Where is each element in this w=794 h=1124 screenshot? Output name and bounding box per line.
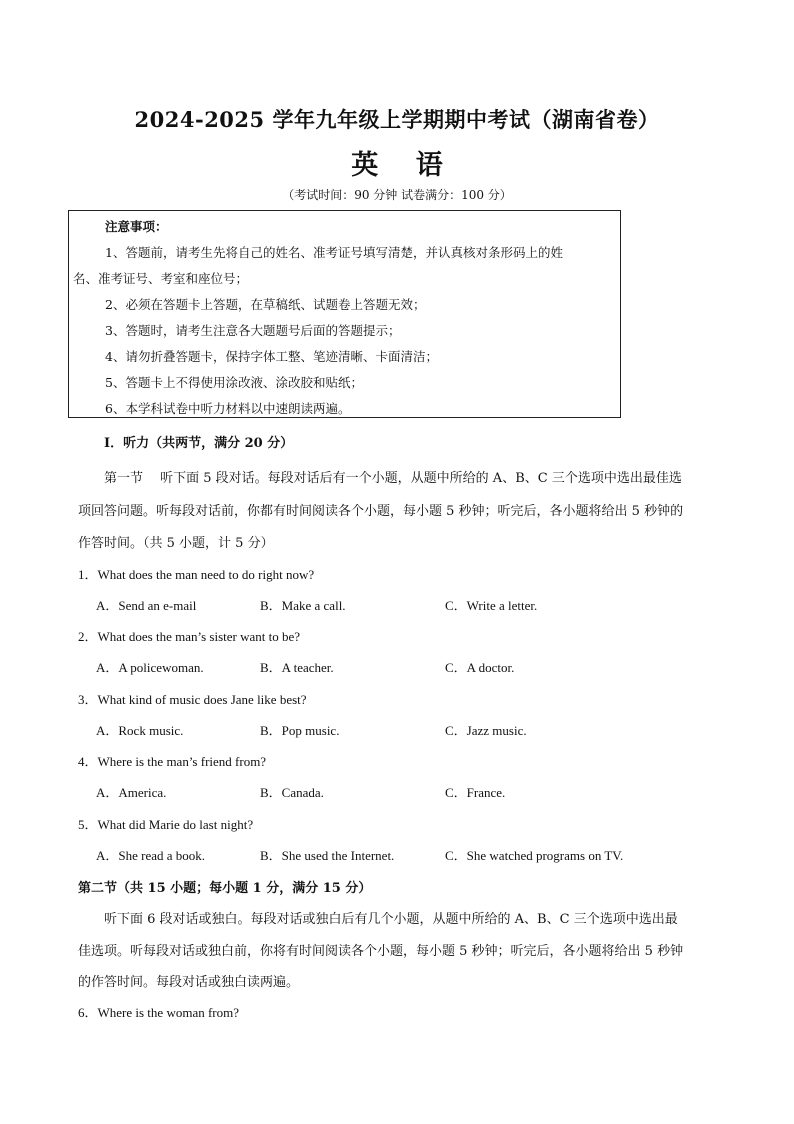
part2-instructions: 佳选项。听每段对话或独白前，你将有时间阅读各个小题，每小题 5 秒钟；听完后，各小题将给出 5 秒钟 [78,944,684,959]
option-c: C．Write a letter. [445,598,538,613]
subject-title: 英 语 [351,150,457,181]
option-c: C．Jazz music. [445,723,527,738]
option-a: A．Rock music. [96,723,184,738]
exam-info: （考试时间：90 分钟 试卷满分：100 分） [282,188,512,202]
notice-item: 3、答题时，请考生注意各大题题号后面的答题提示； [105,323,401,338]
option-a: A．She read a book. [96,848,206,863]
notice-item: 6、本学科试卷中听力材料以中速朗读两遍。 [105,401,351,416]
option-c: C．France. [445,785,506,800]
option-b: B．Canada. [260,785,324,800]
option-a: A．A policewoman. [96,660,204,675]
part2-instructions: 听下面 6 段对话或独白。每段对话或独白后有几个小题，从题中所给的 A、B、C 三个选项中选出最 [104,912,678,927]
option-b: B．She used the Internet. [260,848,395,863]
option-b: B．Pop music. [260,723,340,738]
notice-item: 名、准考证号、考室和座位号； [73,271,249,286]
notice-item: 5、答题卡上不得使用涂改液、涂改胶和贴纸； [105,375,363,390]
question-4: 4．Where is the man’s friend from? [78,754,267,769]
part2-heading: 第二节（共 15 小题；每小题 1 分，满分 15 分） [78,881,372,896]
option-b: B．A teacher. [260,660,334,675]
option-a: A．America. [96,785,167,800]
question-6: 6．Where is the woman from? [78,1005,240,1020]
exam-title: 2024-2025 学年九年级上学期期中考试（湖南省卷） [134,107,660,132]
part2-instructions: 的作答时间。每段对话或独白读两遍。 [78,975,300,990]
option-c: C．A doctor. [445,660,515,675]
question-5: 5．What did Marie do last night? [78,817,254,832]
part1-instructions: 项回答问题。听每段对话前，你都有时间阅读各个小题，每小题 5 秒钟；听完后，各小题将给出 5 秒钟的 [78,504,684,519]
notice-item: 1、答题前，请考生先将自己的姓名、准考证号填写清楚，并认真核对条形码上的姓 [105,245,563,260]
notice-item: 4、请勿折叠答题卡，保持字体工整、笔迹清晰、卡面清洁； [105,349,438,364]
part1-instructions: 作答时间。（共 5 小题，计 5 分） [78,536,274,551]
notice-box [68,210,621,418]
notice-title: 注意事项： [105,219,168,234]
section-heading: I．听力（共两节，满分 20 分） [104,436,294,451]
option-c: C．She watched programs on TV. [445,848,624,863]
part1-instructions: 第一节 听下面 5 段对话。每段对话后有一个小题，从题中所给的 A、B、C 三个选项中选出最佳选 [104,471,682,486]
option-a: A．Send an e-mail [96,598,197,613]
question-3: 3．What kind of music does Jane like best? [78,692,307,707]
notice-item: 2、必须在答题卡上答题，在草稿纸、试题卷上答题无效； [105,297,426,312]
question-1: 1．What does the man need to do right now? [78,567,315,582]
question-2: 2．What does the man’s sister want to be? [78,629,301,644]
option-b: B．Make a call. [260,598,346,613]
